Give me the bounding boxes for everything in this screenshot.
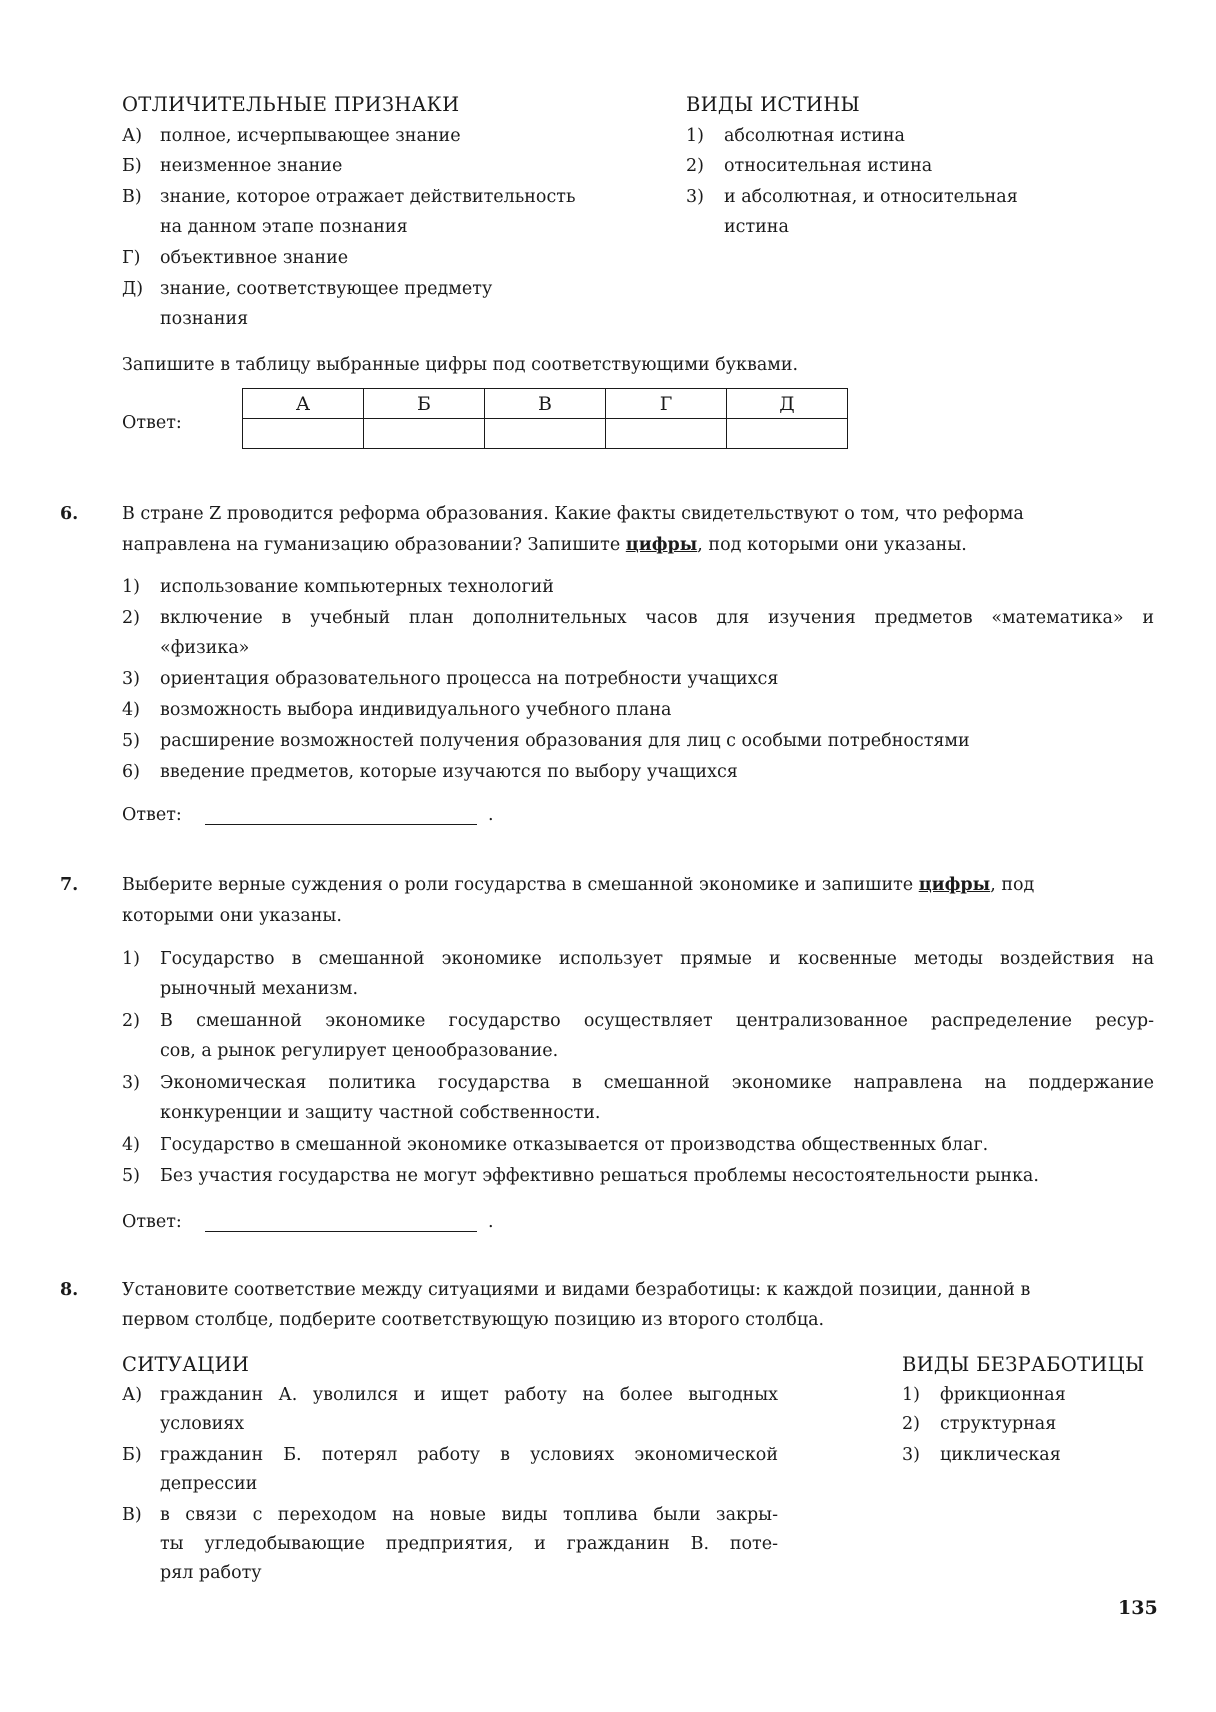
- q6-text-part: направлена на гуманизацию образовании? Запишите: [122, 535, 626, 555]
- q8-text-line2: первом столбце, подберите соответствующую позицию из второго столбца.: [122, 1310, 825, 1330]
- option-text: объективное знание: [160, 248, 349, 268]
- item-text: ориентация образовательного процесса на потребности учащихся: [160, 669, 779, 689]
- q7-number: 7.: [60, 875, 79, 895]
- item-text: Без участия государства не могут эффективно решаться проблемы несостоятельности рынка.: [160, 1166, 1039, 1186]
- q7-answer-dot: .: [488, 1212, 494, 1232]
- q6-number: 6.: [60, 504, 79, 524]
- answer-table-header-row: [243, 389, 848, 419]
- item-text: Государство в смешанной экономике использует прямые и косвенные методы воздействия на: [160, 949, 1154, 969]
- q5-instruction: Запишите в таблицу выбранные цифры под соответствующими буквами.: [122, 355, 799, 375]
- option-text-cont: рял работу: [160, 1563, 262, 1583]
- q8-text-line1: Установите соответствие между ситуациями и видами безработицы: к каждой позиции, данной в: [122, 1280, 1031, 1300]
- answer-cell-a[interactable]: [243, 419, 364, 449]
- option-text-cont: депрессии: [160, 1474, 258, 1494]
- item-label: 3): [122, 669, 140, 689]
- option-text: в связи с переходом на новые виды топлива были закры-: [160, 1505, 778, 1525]
- answer-table-input-row: [243, 419, 848, 449]
- item-label: 4): [122, 1135, 140, 1155]
- answer-cell-b[interactable]: [364, 419, 485, 449]
- option-text-cont: познания: [160, 309, 249, 329]
- option-label: 1): [902, 1385, 920, 1405]
- item-label: 2): [122, 1011, 140, 1031]
- option-text: гражданин Б. потерял работу в условиях экономической: [160, 1445, 778, 1465]
- answer-table-header-d: Д: [727, 389, 848, 419]
- q5-right-column-title: ВИДЫ ИСТИНЫ: [686, 93, 861, 116]
- q8-left-column-title: СИТУАЦИИ: [122, 1353, 250, 1376]
- option-text-cont: условиях: [160, 1414, 245, 1434]
- item-text: использование компьютерных технологий: [160, 577, 554, 597]
- option-label: 3): [686, 187, 704, 207]
- item-text-cont: «физика»: [160, 638, 250, 658]
- item-text: включение в учебный план дополнительных часов для изучения предметов «математика» и: [160, 608, 1154, 628]
- option-text: абсолютная истина: [724, 126, 905, 146]
- q6-emphasis: цифры: [625, 535, 698, 555]
- item-text: возможность выбора индивидуального учебного плана: [160, 700, 672, 720]
- option-text-cont: ты угледобывающие предприятия, и гражданин В. поте-: [160, 1534, 778, 1554]
- option-text: гражданин А. уволился и ищет работу на более выгодных: [160, 1385, 778, 1405]
- q8-right-column-title: ВИДЫ БЕЗРАБОТИЦЫ: [902, 1353, 1145, 1376]
- option-label: Б): [122, 1445, 142, 1465]
- q5-left-column-title: ОТЛИЧИТЕЛЬНЫЕ ПРИЗНАКИ: [122, 93, 460, 116]
- item-label: 1): [122, 949, 140, 969]
- option-text: неизменное знание: [160, 156, 343, 176]
- answer-cell-d[interactable]: [727, 419, 848, 449]
- q6-answer-dot: .: [488, 805, 494, 825]
- q6-answer-field[interactable]: [205, 824, 477, 825]
- item-label: 3): [122, 1073, 140, 1093]
- option-text: знание, соответствующее предмету: [160, 279, 493, 299]
- q5-answer-table: [242, 388, 848, 449]
- item-label: 2): [122, 608, 140, 628]
- answer-table-header-b: Б: [364, 389, 485, 419]
- q7-answer-label: Ответ:: [122, 1212, 182, 1232]
- item-text: расширение возможностей получения образования для лиц с особыми потребностями: [160, 731, 970, 751]
- option-label: А): [122, 1385, 143, 1405]
- option-label: Г): [122, 248, 141, 268]
- q7-text-line1: [122, 870, 1154, 900]
- option-label: В): [122, 1505, 142, 1525]
- option-label: Б): [122, 156, 142, 176]
- answer-table-header-a: А: [243, 389, 364, 419]
- q7-emphasis: цифры: [918, 875, 991, 895]
- option-label: Д): [122, 279, 144, 299]
- q7-text-part: Выберите верные суждения о роли государства в смешанной экономике и запишите: [122, 875, 919, 895]
- q5-answer-label: Ответ:: [122, 413, 182, 433]
- item-text: Экономическая политика государства в смешанной экономике направлена на поддержание: [160, 1073, 1154, 1093]
- item-text-cont: конкуренции и защиту частной собственности.: [160, 1103, 601, 1123]
- option-label: 2): [902, 1414, 920, 1434]
- item-label: 1): [122, 577, 140, 597]
- option-label: 1): [686, 126, 704, 146]
- item-text: Государство в смешанной экономике отказывается от производства общественных благ.: [160, 1135, 989, 1155]
- option-text-cont: истина: [724, 217, 789, 237]
- item-label: 5): [122, 731, 140, 751]
- option-text: знание, которое отражает действительность: [160, 187, 576, 207]
- option-text: и абсолютная, и относительная: [724, 187, 1018, 207]
- q6-text-line2: [122, 530, 967, 560]
- item-text-cont: рыночный механизм.: [160, 979, 359, 999]
- q6-answer-label: Ответ:: [122, 805, 182, 825]
- item-text-cont: сов, а рынок регулирует ценообразование.: [160, 1041, 559, 1061]
- item-label: 5): [122, 1166, 140, 1186]
- option-text: фрикционная: [940, 1385, 1066, 1405]
- option-text: полное, исчерпывающее знание: [160, 126, 461, 146]
- option-label: А): [122, 126, 143, 146]
- option-label: 2): [686, 156, 704, 176]
- q7-text-part: , под: [990, 875, 1035, 895]
- page-number: 135: [1118, 1597, 1158, 1619]
- q7-answer-field[interactable]: [205, 1231, 477, 1232]
- q7-text-line2: которыми они указаны.: [122, 906, 342, 926]
- answer-table-header-v: В: [485, 389, 606, 419]
- item-label: 6): [122, 762, 140, 782]
- q6-text-part: , под которыми они указаны.: [697, 535, 967, 555]
- answer-cell-v[interactable]: [485, 419, 606, 449]
- q8-number: 8.: [60, 1280, 79, 1300]
- option-label: 3): [902, 1445, 920, 1465]
- answer-cell-g[interactable]: [606, 419, 727, 449]
- q6-text-line1: В стране Z проводится реформа образования. Какие факты свидетельствуют о том, что реформа: [122, 504, 1024, 524]
- item-label: 4): [122, 700, 140, 720]
- answer-table-header-g: Г: [606, 389, 727, 419]
- item-text: введение предметов, которые изучаются по выбору учащихся: [160, 762, 738, 782]
- item-text: В смешанной экономике государство осуществляет централизованное распределение ресур-: [160, 1011, 1154, 1031]
- option-label: В): [122, 187, 142, 207]
- option-text: структурная: [940, 1414, 1057, 1434]
- option-text-cont: на данном этапе познания: [160, 217, 408, 237]
- option-text: относительная истина: [724, 156, 933, 176]
- option-text: циклическая: [940, 1445, 1061, 1465]
